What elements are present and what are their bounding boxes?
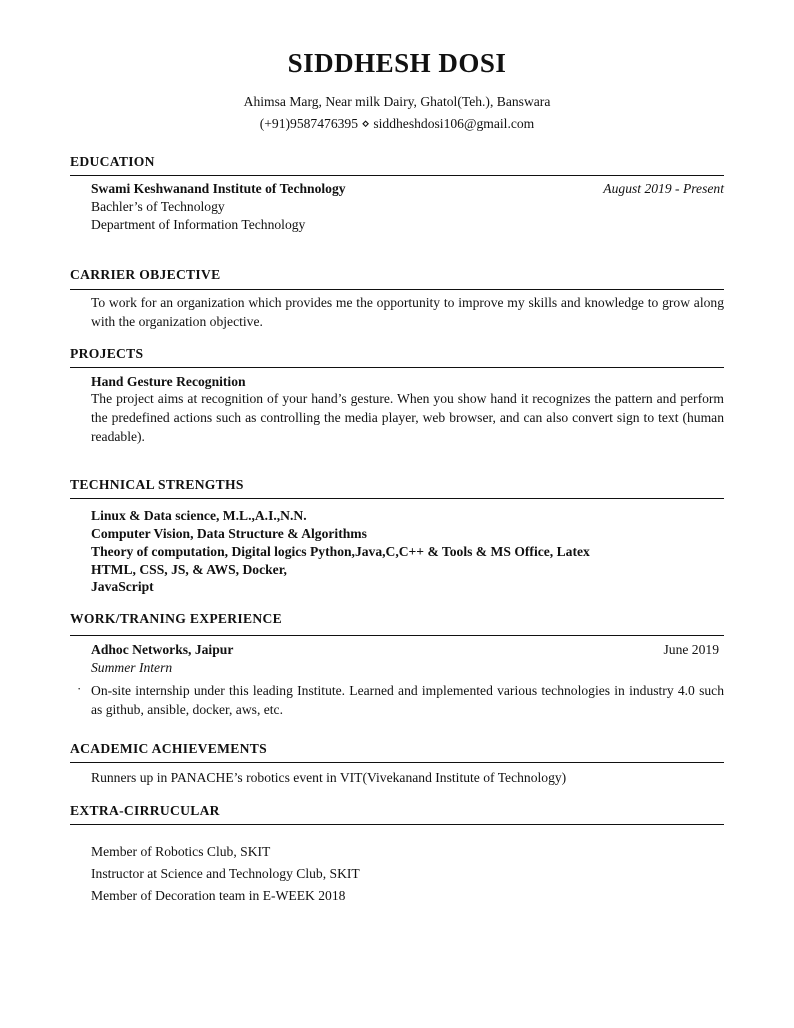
extra-item: Instructor at Science and Technology Club, SKIT — [91, 866, 360, 881]
company: Adhoc Networks, Jaipur — [91, 642, 234, 657]
divider — [70, 367, 724, 368]
section-title-extra: EXTRA-CIRRUCULAR — [70, 803, 220, 818]
extra-item: Member of Robotics Club, SKIT — [91, 844, 271, 859]
education-dates: August 2019 - Present — [603, 181, 724, 196]
divider — [70, 289, 724, 290]
email: siddheshdosi106@gmail.com — [373, 116, 535, 131]
achievement-item: Runners up in PANACHE’s robotics event in VIT(Vivekanand Institute of Technology) — [91, 770, 567, 785]
divider — [70, 498, 724, 499]
skill-line: Linux & Data science, M.L.,A.I.,N.N. — [91, 508, 307, 523]
skill-line: Computer Vision, Data Structure & Algorithms — [91, 526, 367, 541]
candidate-name: SIDDHESH DOSI — [287, 48, 507, 78]
project-name: Hand Gesture Recognition — [91, 374, 246, 389]
extra-item: Member of Decoration team in E-WEEK 2018 — [91, 888, 346, 903]
institution: Swami Keshwanand Institute of Technology — [91, 181, 346, 196]
objective-text: To work for an organization which provides me the opportunity to improve my skills and knowledge to grow along with the organization objective. — [91, 295, 724, 329]
divider — [70, 635, 724, 636]
section-title-achievements: ACADEMIC ACHIEVEMENTS — [70, 741, 268, 756]
address: Ahimsa Marg, Near milk Dairy, Ghatol(Teh.), Banswara — [243, 94, 551, 109]
work-description: On-site internship under this leading Institute. Learned and implemented various technologies in industry 4.0 such as github, ansible, docker, aws, etc. — [91, 683, 724, 717]
section-title-work: WORK/TRANING EXPERIENCE — [70, 611, 282, 626]
degree: Bachler’s of Technology — [91, 199, 225, 214]
divider — [70, 762, 724, 763]
section-title-objective: CARRIER OBJECTIVE — [70, 267, 221, 282]
skill-line: Theory of computation, Digital logics Python,Java,C,C++ & Tools & MS Office, Latex — [91, 544, 590, 559]
contact-line — [70, 116, 724, 132]
divider — [70, 175, 724, 176]
department: Department of Information Technology — [91, 217, 306, 232]
project-description: The project aims at recognition of your hand’s gesture. When you show hand it recognizes the pattern and perform the predefined actions such as controlling the media player, web browser, and can also convert sign to text (human readable). — [91, 391, 724, 444]
diamond-separator-icon: ⋄ — [361, 116, 370, 131]
section-title-technical: TECHNICAL STRENGTHS — [70, 477, 244, 492]
work-role: Summer Intern — [91, 660, 173, 675]
bullet-icon: · — [77, 681, 82, 696]
section-title-education: EDUCATION — [70, 154, 155, 169]
phone: (+91)9587476395 — [259, 116, 359, 131]
work-date: June 2019 — [663, 642, 719, 657]
skill-line: HTML, CSS, JS, & AWS, Docker, — [91, 562, 287, 577]
divider — [70, 824, 724, 825]
section-title-projects: PROJECTS — [70, 346, 144, 361]
skill-line: JavaScript — [91, 579, 154, 594]
